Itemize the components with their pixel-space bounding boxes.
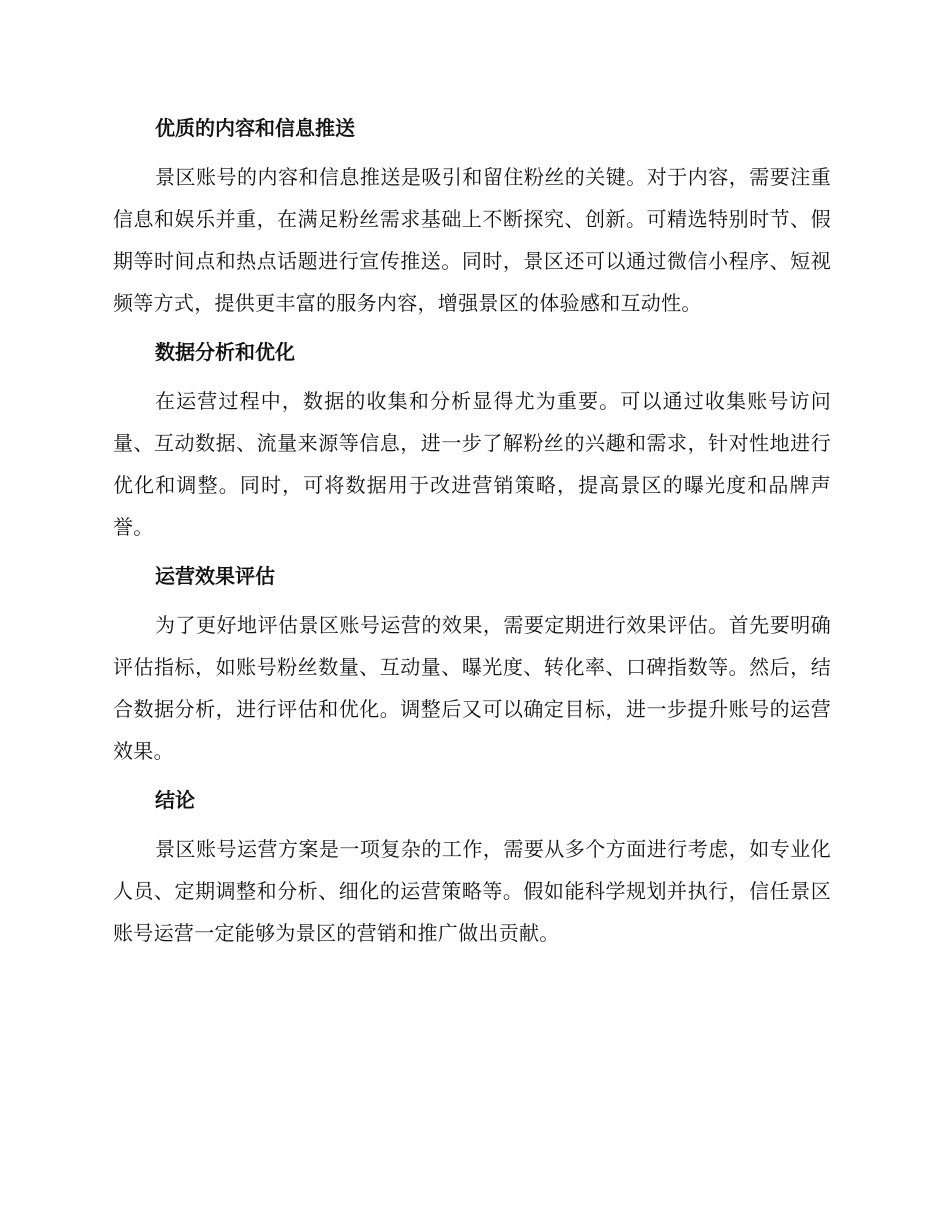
section-content-push — [113, 110, 831, 334]
section-heading: 数据分析和优化 — [155, 340, 295, 364]
section-paragraph: 景区账号的内容和信息推送是吸引和留住粉丝的关键。对于内容，需要注重信息和娱乐并重，在满足粉丝需求基础上不断探究、创新。可精选特别时节、假期等时间点和热点话题进行宣传推送。同时，景区还可以通过微信小程序、短视频等方式，提供更丰富的服务内容，增强景区的体验感和互动性。 — [113, 165, 831, 315]
section-paragraph: 在运营过程中，数据的收集和分析显得尤为重要。可以通过收集账号访问量、互动数据、流量来源等信息，进一步了解粉丝的兴趣和需求，针对性地进行优化和调整。同时，可将数据用于改进营销策略，提高景区的曝光度和品牌声誉。 — [113, 389, 831, 539]
section-heading: 运营效果评估 — [155, 564, 275, 588]
section-paragraph: 景区账号运营方案是一项复杂的工作，需要从多个方面进行考虑，如专业化人员、定期调整和分析、细化的运营策略等。假如能科学规划并执行，信任景区账号运营一定能够为景区的营销和推广做出贡献。 — [113, 837, 831, 945]
section-heading: 结论 — [155, 788, 195, 812]
section-data-analysis — [113, 334, 831, 558]
section-paragraph: 为了更好地评估景区账号运营的效果，需要定期进行效果评估。首先要明确评估指标，如账号粉丝数量、互动量、曝光度、转化率、口碑指数等。然后，结合数据分析，进行评估和优化。调整后又可以确定目标，进一步提升账号的运营效果。 — [113, 613, 831, 763]
section-effect-evaluation — [113, 558, 831, 782]
section-conclusion — [113, 782, 831, 954]
section-heading: 优质的内容和信息推送 — [155, 116, 355, 140]
document-content — [113, 110, 831, 954]
